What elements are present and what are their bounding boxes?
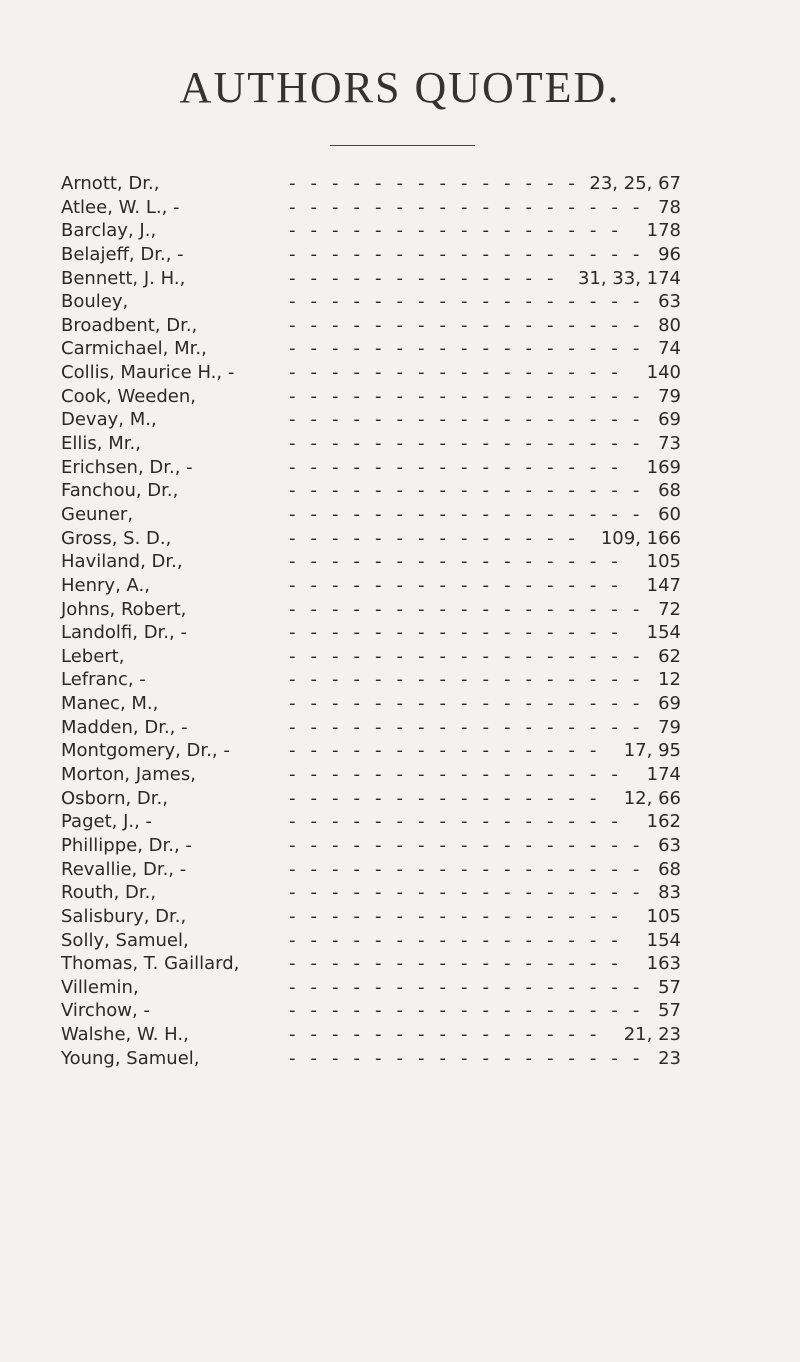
author-name: Haviland, Dr., — [61, 551, 183, 573]
author-name: Devay, M., — [61, 409, 157, 431]
index-entry — [61, 763, 681, 787]
index-entry — [61, 574, 681, 598]
page-references: 154 — [646, 929, 681, 951]
index-entry — [61, 1047, 681, 1071]
author-name: Cook, Weeden, — [61, 385, 196, 407]
author-name: Lefranc, - — [61, 669, 146, 691]
leader-dashes: ---------------- — [289, 362, 633, 384]
author-name: Geuner, — [61, 503, 134, 525]
index-entry — [61, 314, 681, 338]
author-name: Madden, Dr., - — [61, 716, 188, 738]
author-name: Villemin, — [61, 976, 139, 998]
leader-dashes: --------------- — [289, 1024, 612, 1046]
author-name: Solly, Samuel, — [61, 929, 189, 951]
author-name: Bennett, J. H., — [61, 267, 186, 289]
index-entry — [61, 361, 681, 385]
page-references: 63 — [658, 834, 681, 856]
page-references: 57 — [658, 976, 681, 998]
leader-dashes: ----------------- — [289, 291, 655, 313]
leader-dashes: ---------------- — [289, 622, 633, 644]
index-entry — [61, 290, 681, 314]
index-entry — [61, 503, 681, 527]
leader-dashes: ---------------- — [289, 456, 633, 478]
leader-dashes: ----------------- — [289, 385, 655, 407]
leader-dashes: ----------------- — [289, 693, 655, 715]
page-references: 109, 166 — [600, 527, 681, 549]
page-references: 21, 23 — [623, 1024, 681, 1046]
index-entry — [61, 267, 681, 291]
author-name: Gross, S. D., — [61, 527, 172, 549]
index-entry — [61, 739, 681, 763]
author-name: Carmichael, Mr., — [61, 338, 207, 360]
leader-dashes: ----------------- — [289, 314, 655, 336]
index-entry — [61, 621, 681, 645]
author-name: Landolfi, Dr., - — [61, 622, 187, 644]
leader-dashes: ----------------- — [289, 243, 655, 265]
page-references: 31, 33, 174 — [577, 267, 681, 289]
page-references: 169 — [646, 456, 681, 478]
page-title: AUTHORS QUOTED. — [179, 63, 621, 112]
leader-dashes: ----------------- — [289, 976, 655, 998]
author-name: Revallie, Dr., - — [61, 858, 187, 880]
page-references: 69 — [658, 409, 681, 431]
leader-dashes: ----------------- — [289, 858, 655, 880]
author-name: Atlee, W. L., - — [61, 196, 180, 218]
page-references: 154 — [646, 622, 681, 644]
index-entry — [61, 172, 681, 196]
index-entry — [61, 196, 681, 220]
leader-dashes: ----------------- — [289, 480, 655, 502]
page-references: 96 — [658, 243, 681, 265]
leader-dashes: ----------------- — [289, 716, 655, 738]
index-entry — [61, 598, 681, 622]
index-entry — [61, 929, 681, 953]
index-entry — [61, 716, 681, 740]
leader-dashes: ----------------- — [289, 1000, 655, 1022]
index-entry — [61, 1023, 681, 1047]
index-entry — [61, 787, 681, 811]
leader-dashes: ---------------- — [289, 551, 633, 573]
index-entry — [61, 219, 681, 243]
index-entry — [61, 905, 681, 929]
page-references: 63 — [658, 291, 681, 313]
page-references: 105 — [646, 905, 681, 927]
leader-dashes: ---------------- — [289, 574, 633, 596]
index-entry — [61, 692, 681, 716]
author-name: Thomas, T. Gaillard, — [61, 953, 240, 975]
leader-dashes: ----------------- — [289, 1047, 655, 1069]
page-references: 60 — [658, 503, 681, 525]
index-entry — [61, 408, 681, 432]
author-name: Paget, J., - — [61, 811, 153, 833]
page-references: 68 — [658, 480, 681, 502]
page-references: 69 — [658, 693, 681, 715]
leader-dashes: ----------------- — [289, 196, 655, 218]
page-references: 72 — [658, 598, 681, 620]
page-references: 78 — [658, 196, 681, 218]
page-references: 105 — [646, 551, 681, 573]
leader-dashes: -------------- — [289, 527, 590, 549]
author-name: Johns, Robert, — [61, 598, 187, 620]
leader-dashes: ---------------- — [289, 905, 633, 927]
page-references: 23 — [658, 1047, 681, 1069]
page-references: 12 — [658, 669, 681, 691]
index-entry — [61, 337, 681, 361]
author-name: Young, Samuel, — [61, 1047, 200, 1069]
index-entry — [61, 243, 681, 267]
page-references: 147 — [646, 574, 681, 596]
leader-dashes: ------------- — [289, 267, 569, 289]
page-references: 83 — [658, 882, 681, 904]
page-references: 57 — [658, 1000, 681, 1022]
page-references: 79 — [658, 716, 681, 738]
author-name: Broadbent, Dr., — [61, 314, 198, 336]
page-references: 79 — [658, 385, 681, 407]
page-references: 162 — [646, 811, 681, 833]
author-name: Bouley, — [61, 291, 129, 313]
author-name: Virchow, - — [61, 1000, 150, 1022]
index-entry — [61, 527, 681, 551]
author-name: Phillippe, Dr., - — [61, 834, 192, 856]
author-name: Manec, M., — [61, 693, 159, 715]
index-entry — [61, 668, 681, 692]
authors-index — [61, 172, 681, 1070]
page-references: 68 — [658, 858, 681, 880]
leader-dashes: ----------------- — [289, 503, 655, 525]
leader-dashes: ----------------- — [289, 834, 655, 856]
leader-dashes: ---------------- — [289, 764, 633, 786]
author-name: Montgomery, Dr., - — [61, 740, 230, 762]
title-rule — [330, 145, 475, 146]
index-entry — [61, 645, 681, 669]
leader-dashes: --------------- — [289, 740, 612, 762]
page-references: 174 — [646, 764, 681, 786]
leader-dashes: ---------------- — [289, 929, 633, 951]
author-name: Routh, Dr., — [61, 882, 157, 904]
page-references: 74 — [658, 338, 681, 360]
index-entry — [61, 810, 681, 834]
author-name: Erichsen, Dr., - — [61, 456, 193, 478]
index-entry — [61, 952, 681, 976]
author-name: Lebert, — [61, 645, 125, 667]
index-entry — [61, 479, 681, 503]
index-entry — [61, 550, 681, 574]
leader-dashes: -------------- — [289, 173, 590, 194]
author-name: Morton, James, — [61, 764, 196, 786]
leader-dashes: ---------------- — [289, 220, 633, 242]
author-name: Arnott, Dr., — [61, 173, 160, 194]
leader-dashes: ---------------- — [289, 953, 633, 975]
page-references: 12, 66 — [623, 787, 681, 809]
author-name: Henry, A., — [61, 574, 150, 596]
page-references: 140 — [646, 362, 681, 384]
author-name: Fanchou, Dr., — [61, 480, 179, 502]
index-entry — [61, 881, 681, 905]
index-entry — [61, 432, 681, 456]
leader-dashes: ----------------- — [289, 669, 655, 691]
page-references: 17, 95 — [623, 740, 681, 762]
page-references: 80 — [658, 314, 681, 336]
index-entry — [61, 385, 681, 409]
leader-dashes: ----------------- — [289, 645, 655, 667]
index-entry — [61, 456, 681, 480]
index-entry — [61, 834, 681, 858]
page-references: 178 — [646, 220, 681, 242]
leader-dashes: ---------------- — [289, 811, 633, 833]
page-references: 163 — [646, 953, 681, 975]
index-entry — [61, 999, 681, 1023]
leader-dashes: ----------------- — [289, 598, 655, 620]
leader-dashes: ----------------- — [289, 338, 655, 360]
leader-dashes: ----------------- — [289, 882, 655, 904]
leader-dashes: --------------- — [289, 787, 612, 809]
author-name: Walshe, W. H., — [61, 1024, 189, 1046]
page-references: 23, 25, 67 — [589, 173, 681, 194]
author-name: Salisbury, Dr., — [61, 905, 187, 927]
author-name: Ellis, Mr., — [61, 433, 141, 455]
page-references: 62 — [658, 645, 681, 667]
author-name: Barclay, J., — [61, 220, 157, 242]
author-name: Belajeff, Dr., - — [61, 243, 184, 265]
index-entry — [61, 976, 681, 1000]
page-references: 73 — [658, 433, 681, 455]
index-entry — [61, 858, 681, 882]
leader-dashes: ----------------- — [289, 433, 655, 455]
author-name: Collis, Maurice H., - — [61, 362, 235, 384]
author-name: Osborn, Dr., — [61, 787, 168, 809]
leader-dashes: ----------------- — [289, 409, 655, 431]
